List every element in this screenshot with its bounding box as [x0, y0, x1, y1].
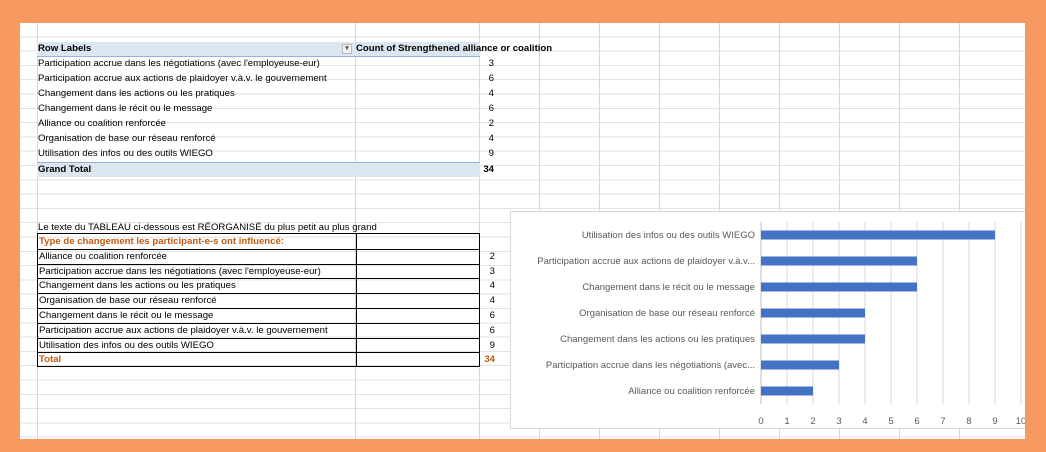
- table-total-value[interactable]: 34: [484, 354, 495, 366]
- chart-bar[interactable]: [761, 257, 917, 266]
- sorted-table: [37, 233, 495, 367]
- table-row-label[interactable]: Changement dans le récit ou le message: [39, 310, 214, 321]
- chart-bar[interactable]: [761, 309, 865, 318]
- chart-x-tick-label: 10: [1015, 416, 1026, 427]
- chart-bar[interactable]: [761, 283, 917, 292]
- table-row-value[interactable]: 6: [489, 310, 495, 321]
- table-row-label[interactable]: Utilisation des infos ou des outils WIEGO: [39, 339, 214, 351]
- chart-bar[interactable]: [761, 231, 995, 240]
- pivot-row-value[interactable]: 4: [488, 133, 494, 144]
- chart-category-label: Organisation de base our réseau renforcé: [579, 308, 755, 319]
- chart-category-label: Changement dans les actions ou les pratiques: [560, 334, 755, 345]
- pivot-row-value[interactable]: 9: [488, 148, 494, 159]
- pivot-row-label[interactable]: Organisation de base our réseau renforcé: [38, 133, 216, 144]
- pivot-row-value[interactable]: 4: [488, 88, 494, 99]
- table-row-label[interactable]: Participation accrue aux actions de plaidoyer v.à.v. le gouvernement: [39, 324, 328, 336]
- table-row-value[interactable]: 3: [489, 265, 495, 277]
- table-row-value[interactable]: 6: [489, 324, 495, 336]
- chart-x-tick-label: 6: [914, 416, 920, 427]
- table-row-value[interactable]: 4: [489, 295, 495, 307]
- pivot-row-label[interactable]: Utilisation des infos ou des outils WIEGO: [38, 148, 213, 159]
- table-row-label[interactable]: Organisation de base our réseau renforcé: [39, 295, 217, 307]
- pivot-row-label[interactable]: Participation accrue dans les négotiations (avec l'employeuse-eur): [38, 58, 320, 69]
- chart-x-tick-label: 1: [784, 416, 790, 427]
- chart-category-label: Utilisation des infos ou des outils WIEGO: [581, 230, 755, 241]
- chart-x-tick-label: 2: [810, 416, 816, 427]
- chart-category-label: Participation accrue dans les négotiations (avec...: [545, 360, 755, 371]
- chart-x-tick-label: 4: [862, 416, 868, 427]
- filter-dropdown-icon[interactable]: ▾: [342, 44, 352, 54]
- table-row-label[interactable]: Alliance ou coalition renforcée: [39, 250, 167, 262]
- table-row-value[interactable]: 4: [489, 280, 495, 292]
- table-row-label[interactable]: Participation accrue dans les négotiations (avec l'employeuse-eur): [39, 265, 321, 277]
- spreadsheet-grid[interactable]: [20, 23, 1025, 439]
- chart-category-label: Alliance ou coalition renforcée: [628, 386, 755, 397]
- table-row-label[interactable]: Changement dans les actions ou les pratiques: [39, 280, 236, 292]
- chart-x-tick-label: 3: [836, 416, 842, 427]
- pivot-table-header[interactable]: [37, 42, 553, 57]
- table-row-value[interactable]: 9: [489, 339, 495, 351]
- grand-total-value[interactable]: 34: [483, 164, 494, 175]
- table-total-label[interactable]: Total: [39, 354, 62, 366]
- table-row-value[interactable]: 2: [489, 250, 495, 262]
- note-text[interactable]: Le texte du TABLEAU ci-dessous est RÉORGANISÉ du plus petit au plus grand: [38, 222, 377, 233]
- chart-category-label: Participation accrue aux actions de plaidoyer v.à.v...: [537, 256, 755, 267]
- chart-x-tick-label: 9: [992, 416, 998, 427]
- bar-chart-svg: [511, 212, 1025, 428]
- table-header-label[interactable]: Type de changement les participant-e-s ont influencé:: [39, 236, 285, 247]
- pivot-grand-total-row[interactable]: [37, 162, 494, 177]
- row-labels-header[interactable]: Row Labels: [38, 43, 92, 54]
- chart-bar[interactable]: [761, 361, 839, 370]
- pivot-row-label[interactable]: Changement dans le récit ou le message: [38, 103, 213, 114]
- chart-category-label: Changement dans le récit ou le message: [582, 282, 755, 293]
- pivot-row-value[interactable]: 3: [488, 58, 494, 69]
- pivot-row-value[interactable]: 2: [488, 118, 494, 129]
- grand-total-label[interactable]: Grand Total: [38, 164, 92, 175]
- chart-x-tick-label: 7: [940, 416, 946, 427]
- chart-bar[interactable]: [761, 335, 865, 344]
- chart-x-tick-label: 5: [888, 416, 894, 427]
- pivot-row-label[interactable]: Changement dans les actions ou les pratiques: [38, 88, 235, 99]
- pivot-row-label[interactable]: Alliance ou coalition renforcée: [38, 118, 166, 129]
- pivot-row-value[interactable]: 6: [488, 103, 494, 114]
- count-header[interactable]: Count of Strengthened alliance or coalition: [356, 43, 553, 54]
- pivot-row-value[interactable]: 6: [488, 73, 494, 84]
- chart-x-tick-label: 8: [966, 416, 972, 427]
- pivot-row-label[interactable]: Participation accrue aux actions de plaidoyer v.à.v. le gouvernement: [38, 73, 327, 84]
- chart-bar[interactable]: [761, 387, 813, 396]
- bar-chart[interactable]: [510, 211, 1025, 429]
- chart-x-tick-label: 0: [758, 416, 764, 427]
